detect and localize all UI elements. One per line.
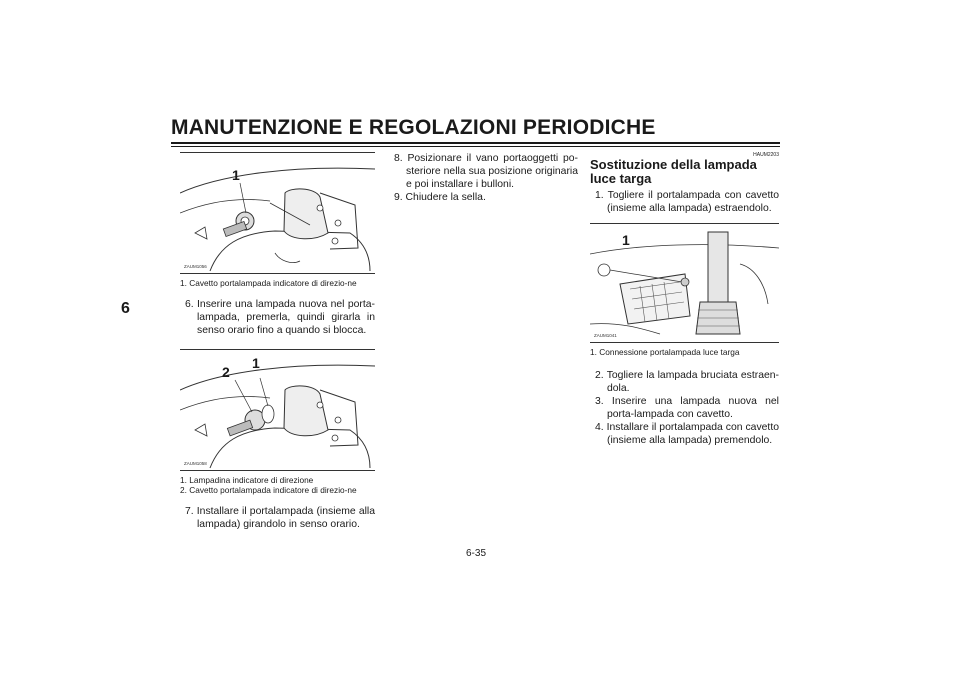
middle-column — [389, 152, 578, 204]
section-title: Sostituzione della lampada luce targa — [590, 157, 757, 186]
figure-license-plate-socket — [590, 223, 779, 343]
figure-callout-1: 1 — [232, 167, 240, 183]
figure-callout-1: 1 — [622, 232, 630, 248]
caption-item: 1. Lampadina indicatore di direzione — [180, 475, 314, 485]
caption-item: 1. Connessione portalampada luce targa — [590, 347, 740, 357]
caption-item: 2. Cavetto portalampada indicatore di direzio-ne — [180, 485, 357, 495]
page-number: 6-35 — [466, 548, 487, 559]
figure-illustration-3 — [590, 224, 779, 342]
figure-caption — [180, 475, 375, 495]
figure-code: ZAUM1056 — [184, 264, 207, 269]
step-3: 3. Inserire una lampada nuova nel porta-lampada con cavetto. — [595, 396, 779, 420]
step-1: 1. Togliere il portalampada con cavetto (insieme alla lampada) estraendolo. — [595, 190, 779, 214]
step-2: 2. Togliere la lampada bruciata estraen-dola. — [595, 370, 779, 394]
figure-turn-signal-socket — [180, 152, 375, 274]
figure-illustration-1 — [180, 153, 375, 273]
step-6: 6. Inserire una lampada nuova nel porta-lampada, premerla, quindi girarla in senso orario fino a quando si blocca. — [185, 299, 375, 336]
figure-code: ZAUM1041 — [594, 333, 617, 338]
figure-callout-1: 1 — [252, 355, 260, 371]
chapter-tab: 6 — [121, 300, 130, 317]
figure-caption — [180, 278, 375, 288]
page-title: MANUTENZIONE E REGOLAZIONI PERIODICHE — [171, 116, 656, 139]
left-column — [180, 152, 375, 531]
header-rule-thin — [171, 146, 780, 147]
reference-code: HAUM2203 — [753, 152, 779, 158]
right-column — [590, 152, 779, 447]
step-7: 7. Installare il portalampada (insieme alla lampada) girandolo in senso orario. — [185, 506, 375, 530]
step-9: 9. Chiudere la sella. — [394, 192, 486, 203]
step-4: 4. Installare il portalampada con cavetto (insieme alla lampada) premendolo. — [595, 422, 779, 446]
figure-code: ZAUM1058 — [184, 461, 207, 466]
step-8: 8. Posizionare il vano portaoggetti po-steriore nella sua posizione originaria e poi installare i bulloni. — [394, 153, 578, 190]
figure-illustration-2 — [180, 350, 375, 470]
figure-callout-2: 2 — [222, 364, 230, 380]
figure-turn-signal-bulb — [180, 349, 375, 471]
figure-caption — [590, 347, 779, 357]
header-rule — [171, 142, 780, 144]
caption-item: 1. Cavetto portalampada indicatore di direzio-ne — [180, 278, 357, 288]
